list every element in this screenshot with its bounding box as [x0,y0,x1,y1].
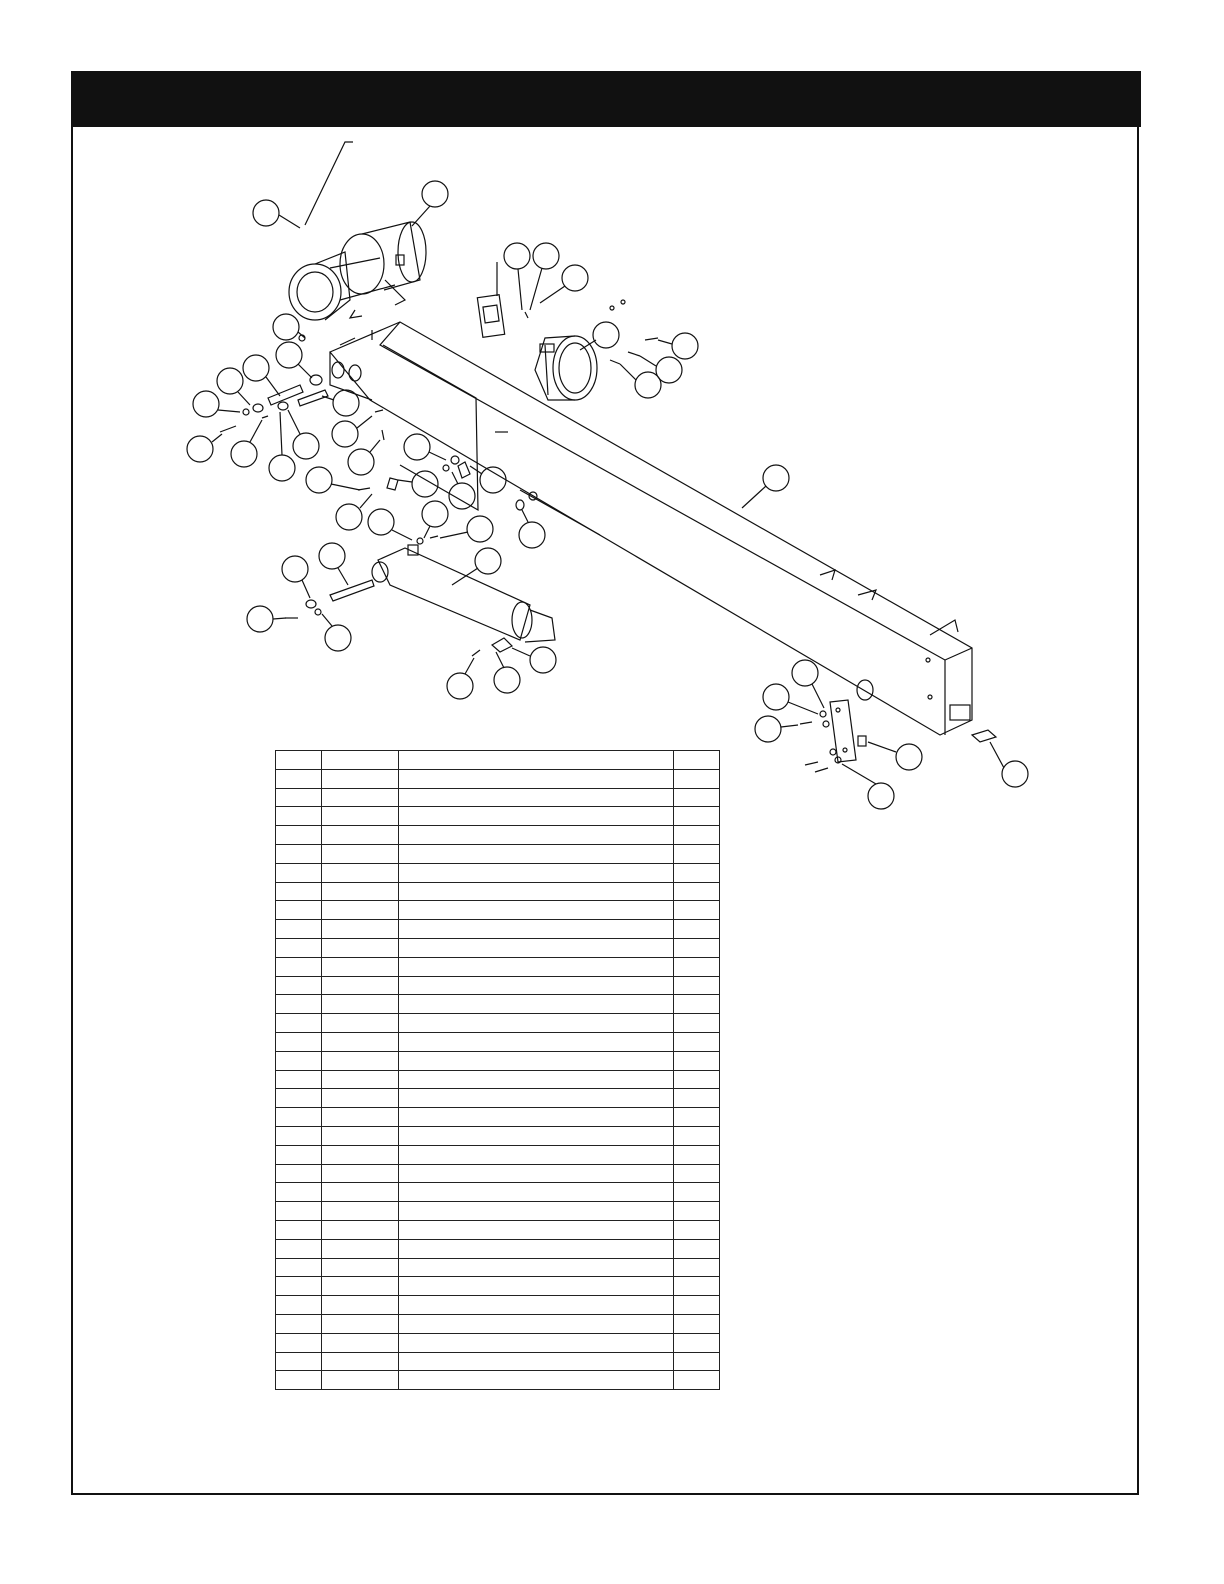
table-cell [674,1277,720,1296]
table-cell [399,1164,674,1183]
table-cell [399,1296,674,1315]
table-cell [399,1089,674,1108]
table-cell [399,844,674,863]
table-cell [399,1371,674,1390]
table-cell [399,1014,674,1033]
table-cell [399,826,674,845]
pins-and-washers [220,335,508,440]
table-row [276,1371,720,1390]
table-cell [322,1089,399,1108]
parts-list-body [276,751,720,1390]
table-cell [674,957,720,976]
table-cell [276,1032,322,1051]
table-row [276,751,720,770]
table-cell [276,1352,322,1371]
table-row [276,1296,720,1315]
table-row [276,957,720,976]
end-cap [972,730,996,742]
table-cell [322,882,399,901]
table-cell [322,1145,399,1164]
table-row [276,1183,720,1202]
table-cell [322,1258,399,1277]
boom-tube [330,322,972,735]
table-row [276,1239,720,1258]
remote-control [477,262,504,337]
table-cell [399,901,674,920]
table-cell [276,976,322,995]
table-row [276,1145,720,1164]
table-row [276,1126,720,1145]
table-cell [322,1070,399,1089]
table-cell [674,1014,720,1033]
table-cell [276,1314,322,1333]
table-cell [399,1258,674,1277]
table-cell [322,1352,399,1371]
table-cell [674,1032,720,1051]
table-cell [399,807,674,826]
table-row [276,1014,720,1033]
table-cell [399,1051,674,1070]
table-cell [276,901,322,920]
table-cell [322,751,399,770]
table-cell [399,957,674,976]
table-row [276,976,720,995]
table-cell [674,1183,720,1202]
table-cell [674,1239,720,1258]
table-cell [322,1296,399,1315]
table-row [276,1089,720,1108]
table-cell [399,863,674,882]
table-cell [322,1183,399,1202]
table-cell [674,1333,720,1352]
table-cell [674,920,720,939]
table-cell [276,920,322,939]
table-cell [674,1352,720,1371]
table-row [276,938,720,957]
table-cell [322,920,399,939]
table-cell [674,1164,720,1183]
table-cell [399,769,674,788]
table-cell [674,1371,720,1390]
table-cell [322,1032,399,1051]
table-cell [322,1108,399,1127]
table-cell [674,882,720,901]
table-cell [674,1314,720,1333]
table-cell [674,901,720,920]
table-cell [322,1239,399,1258]
table-row [276,1108,720,1127]
table-cell [322,1333,399,1352]
table-row [276,807,720,826]
table-cell [674,938,720,957]
table-cell [276,957,322,976]
table-cell [276,1333,322,1352]
table-cell [276,769,322,788]
table-cell [322,957,399,976]
table-row [276,788,720,807]
table-row [276,901,720,920]
table-row [276,1164,720,1183]
table-cell [399,976,674,995]
table-cell [399,1183,674,1202]
table-cell [674,976,720,995]
top-leader [305,142,353,225]
table-cell [276,1277,322,1296]
table-cell [276,1183,322,1202]
table-cell [399,938,674,957]
table-cell [276,1126,322,1145]
table-cell [399,1239,674,1258]
table-cell [322,901,399,920]
table-cell [322,1220,399,1239]
table-cell [674,1051,720,1070]
table-cell [322,863,399,882]
table-cell [276,1164,322,1183]
table-cell [322,1202,399,1221]
table-cell [674,769,720,788]
table-row [276,769,720,788]
table-cell [276,1014,322,1033]
table-cell [399,882,674,901]
table-cell [674,1296,720,1315]
table-cell [322,826,399,845]
table-row [276,1070,720,1089]
table-cell [399,1202,674,1221]
table-row [276,1314,720,1333]
table-cell [674,1089,720,1108]
table-cell [276,1051,322,1070]
table-cell [276,1296,322,1315]
table-cell [674,1126,720,1145]
table-cell [322,1371,399,1390]
table-cell [276,807,322,826]
table-cell [399,1333,674,1352]
table-cell [399,1070,674,1089]
table-cell [276,751,322,770]
table-row [276,1051,720,1070]
table-cell [322,938,399,957]
table-cell [674,1070,720,1089]
table-row [276,1032,720,1051]
table-cell [399,1108,674,1127]
table-cell [674,1202,720,1221]
table-cell [276,1220,322,1239]
winch [289,222,426,320]
table-cell [674,863,720,882]
callout-balloons [187,181,1028,809]
table-row [276,1333,720,1352]
table-cell [276,1371,322,1390]
table-row [276,995,720,1014]
table-cell [399,1032,674,1051]
table-cell [322,976,399,995]
table-cell [276,844,322,863]
table-cell [674,844,720,863]
table-row [276,863,720,882]
table-cell [276,1202,322,1221]
table-cell [276,995,322,1014]
table-cell [674,788,720,807]
table-cell [322,1051,399,1070]
table-cell [674,826,720,845]
table-cell [399,788,674,807]
table-row [276,844,720,863]
table-cell [322,769,399,788]
table-cell [399,751,674,770]
table-cell [276,1070,322,1089]
table-cell [399,1352,674,1371]
table-cell [399,1220,674,1239]
table-cell [322,1126,399,1145]
table-cell [322,1014,399,1033]
table-row [276,1352,720,1371]
table-row [276,1202,720,1221]
table-cell [276,938,322,957]
table-row [276,826,720,845]
table-cell [399,920,674,939]
table-cell [276,882,322,901]
table-row [276,1277,720,1296]
table-cell [399,1277,674,1296]
table-cell [322,1277,399,1296]
table-cell [674,995,720,1014]
table-cell [322,788,399,807]
table-cell [674,1108,720,1127]
table-row [276,920,720,939]
parts-list-table [275,750,720,1390]
table-cell [276,826,322,845]
table-cell [276,1258,322,1277]
table-cell [276,788,322,807]
table-cell [276,1239,322,1258]
table-cell [674,1220,720,1239]
table-cell [674,751,720,770]
table-cell [276,1108,322,1127]
top-right-hardware [525,300,658,364]
table-cell [322,807,399,826]
table-cell [399,1145,674,1164]
table-row [276,1220,720,1239]
table-cell [674,1145,720,1164]
table-cell [276,863,322,882]
table-row [276,882,720,901]
table-cell [322,844,399,863]
table-cell [276,1145,322,1164]
table-cell [674,807,720,826]
table-cell [399,1314,674,1333]
table-cell [674,1258,720,1277]
table-cell [322,1314,399,1333]
table-cell [322,1164,399,1183]
table-row [276,1258,720,1277]
table-cell [322,995,399,1014]
table-cell [399,1126,674,1145]
table-cell [399,995,674,1014]
table-cell [276,1089,322,1108]
